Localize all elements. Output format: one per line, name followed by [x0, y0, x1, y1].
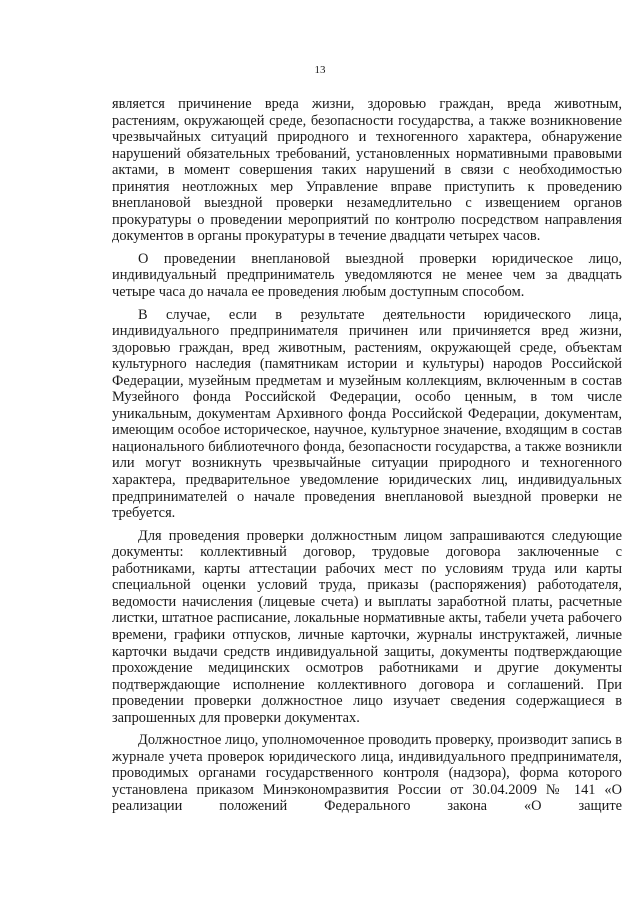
page-number: 13: [314, 64, 326, 76]
paragraph: является причинение вреда жизни, здоровью граждан, вреда животным, растениям, окружающей среде, безопасности государства, а также возникновение чрезвычайных ситуаций природного и техногенного характера, обнаружение нарушений обязательных требований, установленных нормативными правовыми актами, в момент совершения таких нарушений в связи с необходимостью принятия неотложных мер Управление вправе приступить к проведению внеплановой выездной проверки незамедлительно с извещением органов прокуратуры о проведении мероприятий по контролю посредством направления документов в органы прокуратуры в течение двадцати четырех часов.: [112, 96, 622, 245]
document-body: [112, 96, 622, 821]
paragraph: Для проведения проверки должностным лицом запрашиваются следующие документы: коллективный договор, трудовые договора заключенные с работниками, карты аттестации рабочих мест по условиям труда или карты специальной оценки условий труда, приказы (распоряжения) работодателя, ведомости начисления (лицевые счета) и выплаты заработной платы, расчетные листки, штатное расписание, локальные нормативные акты, табели учета рабочего времени, графики отпусков, личные карточки, журналы инструктажей, личные карточки выдачи средств индивидуальной защиты, документы подтверждающие прохождение медицинских осмотров работниками и другие документы подтверждающие исполнение коллективного договора и соглашений. При проведении проверки должностное лицо изучает сведения содержащиеся в запрошенных для проверки документах.: [112, 527, 622, 726]
paragraph: О проведении внеплановой выездной проверки юридическое лицо, индивидуальный предприниматель уведомляются не менее чем за двадцать четыре часа до начала ее проведения любым доступным способом.: [112, 250, 622, 301]
paragraph: В случае, если в результате деятельности юридического лица, индивидуального предпринимателя причинен или причиняется вред жизни, здоровью граждан, вред животным, растениям, окружающей среде, объектам культурного наследия (памятникам истории и культуры) народов Российской Федерации, музейным предметам и музейным коллекциям, включенным в состав Музейного фонда Российской Федерации, особо ценным, в том числе уникальным, документам Архивного фонда Российской Федерации, документам, имеющим особое историческое, научное, культурное значение, входящим в состав национального библиотечного фонда, безопасности государства, а также возникли или могут возникнуть чрезвычайные ситуации природного и техногенного характера, предварительное уведомление юридических лиц, индивидуальных предпринимателей о начале проведения внеплановой выездной проверки не требуется.: [112, 306, 622, 522]
paragraph: Должностное лицо, уполномоченное проводить проверку, производит запись в журнале учета проверок юридического лица, индивидуального предпринимателя, проводимых органами государственного контроля (надзора), форма которого установлена приказом Минэкономразвития России от 30.04.2009 № 141 «О реализации положений Федерального закона «О защите: [112, 732, 622, 815]
